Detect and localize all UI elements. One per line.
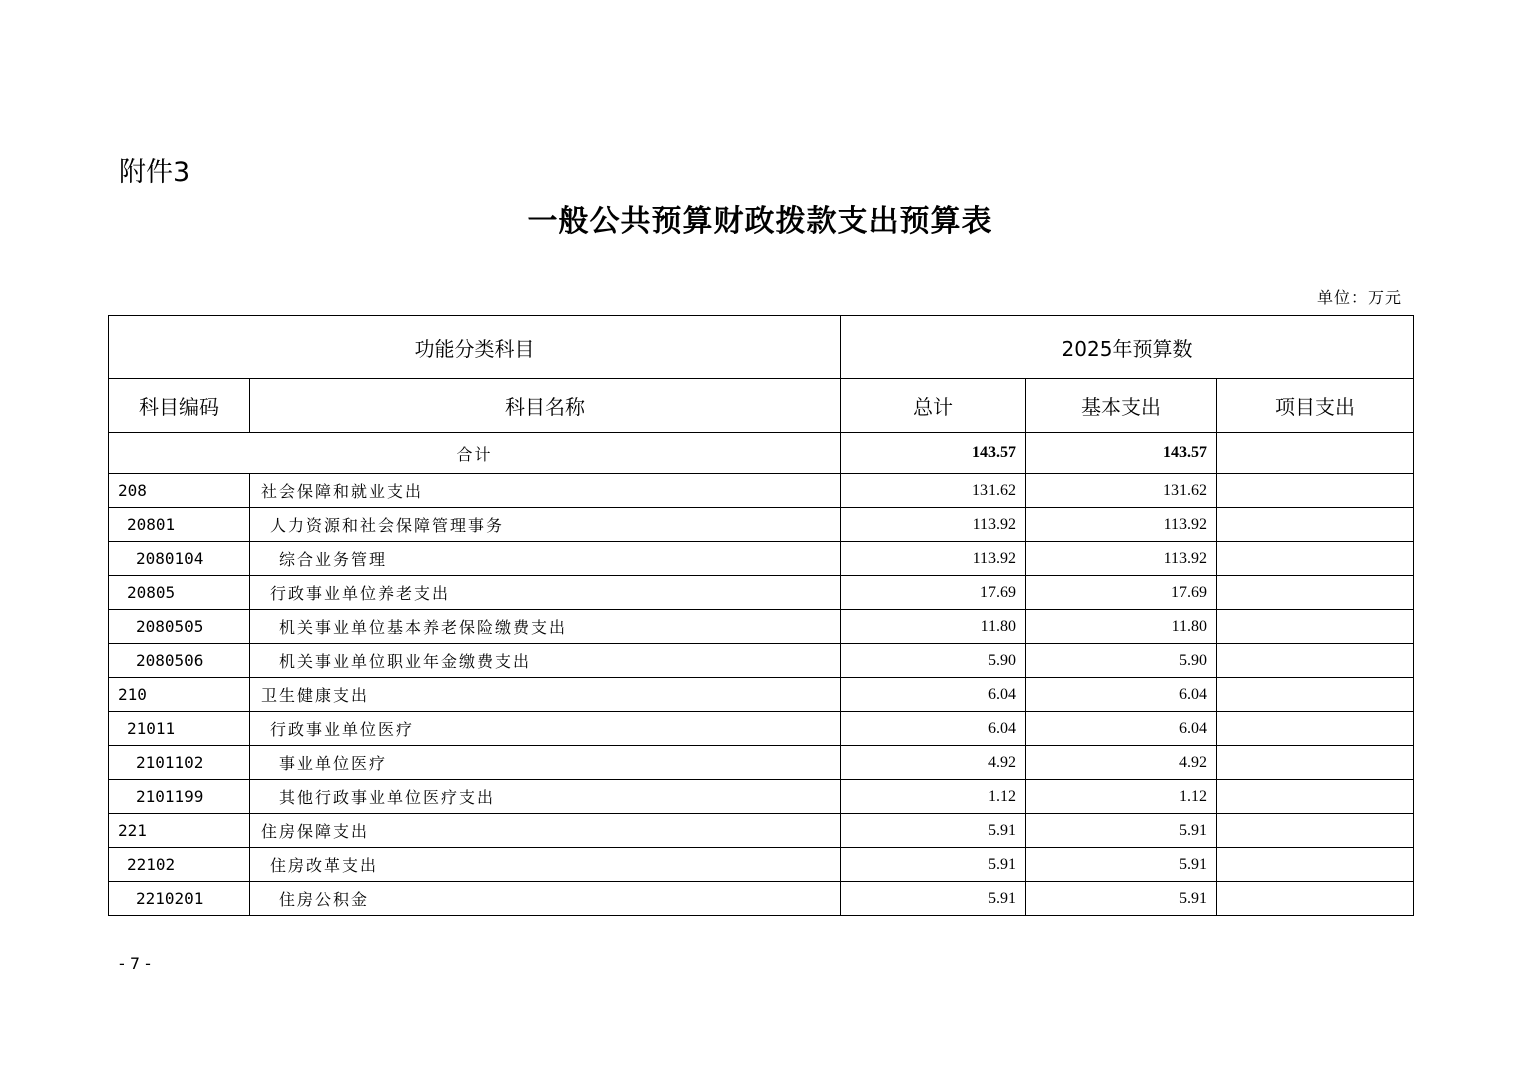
table-row (109, 882, 1414, 916)
total-project (1217, 433, 1414, 474)
row-basic: 4.92 (1026, 746, 1217, 780)
row-basic: 5.91 (1026, 814, 1217, 848)
row-total: 113.92 (841, 508, 1026, 542)
row-basic: 5.90 (1026, 644, 1217, 678)
row-basic: 113.92 (1026, 508, 1217, 542)
row-total: 5.90 (841, 644, 1026, 678)
table-row (109, 678, 1414, 712)
total-row (109, 433, 1414, 474)
row-name: 人力资源和社会保障管理事务 (250, 508, 841, 542)
unit-label: 单位：万元 (1316, 288, 1402, 307)
row-code: 2080505 (109, 610, 250, 644)
row-name: 行政事业单位医疗 (250, 712, 841, 746)
row-basic: 6.04 (1026, 712, 1217, 746)
row-basic: 5.91 (1026, 882, 1217, 916)
row-name: 机关事业单位职业年金缴费支出 (250, 644, 841, 678)
row-total: 5.91 (841, 882, 1026, 916)
row-total: 1.12 (841, 780, 1026, 814)
row-basic: 17.69 (1026, 576, 1217, 610)
page-number: - 7 - (119, 954, 151, 973)
row-name: 卫生健康支出 (250, 678, 841, 712)
table-row (109, 542, 1414, 576)
row-project (1217, 508, 1414, 542)
row-code: 2080104 (109, 542, 250, 576)
header-name: 科目名称 (250, 379, 841, 433)
header-total: 总计 (841, 379, 1026, 433)
row-name: 事业单位医疗 (250, 746, 841, 780)
total-label: 合计 (109, 433, 841, 474)
table-row (109, 746, 1414, 780)
row-code: 2101199 (109, 780, 250, 814)
row-basic: 5.91 (1026, 848, 1217, 882)
row-name: 其他行政事业单位医疗支出 (250, 780, 841, 814)
row-project (1217, 882, 1414, 916)
table-row (109, 610, 1414, 644)
header-code: 科目编码 (109, 379, 250, 433)
row-code: 208 (109, 474, 250, 508)
row-total: 6.04 (841, 678, 1026, 712)
row-project (1217, 678, 1414, 712)
row-project (1217, 780, 1414, 814)
row-project (1217, 610, 1414, 644)
row-code: 210 (109, 678, 250, 712)
header-basic: 基本支出 (1026, 379, 1217, 433)
row-total: 6.04 (841, 712, 1026, 746)
row-name: 综合业务管理 (250, 542, 841, 576)
header-budget-year: 2025年预算数 (841, 316, 1414, 379)
row-basic: 131.62 (1026, 474, 1217, 508)
row-project (1217, 746, 1414, 780)
row-code: 2101102 (109, 746, 250, 780)
row-total: 113.92 (841, 542, 1026, 576)
row-code: 22102 (109, 848, 250, 882)
row-name: 行政事业单位养老支出 (250, 576, 841, 610)
row-project (1217, 644, 1414, 678)
total-total: 143.57 (841, 433, 1026, 474)
row-project (1217, 542, 1414, 576)
row-name: 社会保障和就业支出 (250, 474, 841, 508)
table-row (109, 712, 1414, 746)
table-row (109, 644, 1414, 678)
total-basic: 143.57 (1026, 433, 1217, 474)
header-project: 项目支出 (1217, 379, 1414, 433)
table-row (109, 508, 1414, 542)
row-project (1217, 576, 1414, 610)
row-project (1217, 848, 1414, 882)
row-total: 5.91 (841, 848, 1026, 882)
row-name: 住房改革支出 (250, 848, 841, 882)
header-row-1 (109, 316, 1414, 379)
header-row-2 (109, 379, 1414, 433)
row-code: 20805 (109, 576, 250, 610)
row-total: 4.92 (841, 746, 1026, 780)
row-name: 机关事业单位基本养老保险缴费支出 (250, 610, 841, 644)
row-code: 221 (109, 814, 250, 848)
table-row (109, 814, 1414, 848)
header-functional-category: 功能分类科目 (109, 316, 841, 379)
table-row (109, 474, 1414, 508)
row-basic: 11.80 (1026, 610, 1217, 644)
row-project (1217, 474, 1414, 508)
page-title: 一般公共预算财政拨款支出预算表 (527, 204, 993, 239)
row-project (1217, 814, 1414, 848)
row-total: 131.62 (841, 474, 1026, 508)
row-total: 17.69 (841, 576, 1026, 610)
row-code: 21011 (109, 712, 250, 746)
row-name: 住房保障支出 (250, 814, 841, 848)
row-code: 2080506 (109, 644, 250, 678)
attachment-label: 附件3 (119, 157, 191, 188)
table-row (109, 576, 1414, 610)
row-basic: 6.04 (1026, 678, 1217, 712)
row-code: 2210201 (109, 882, 250, 916)
table-row (109, 780, 1414, 814)
row-total: 5.91 (841, 814, 1026, 848)
row-project (1217, 712, 1414, 746)
budget-table (108, 315, 1414, 916)
row-name: 住房公积金 (250, 882, 841, 916)
row-basic: 113.92 (1026, 542, 1217, 576)
row-basic: 1.12 (1026, 780, 1217, 814)
row-code: 20801 (109, 508, 250, 542)
row-total: 11.80 (841, 610, 1026, 644)
table-row (109, 848, 1414, 882)
